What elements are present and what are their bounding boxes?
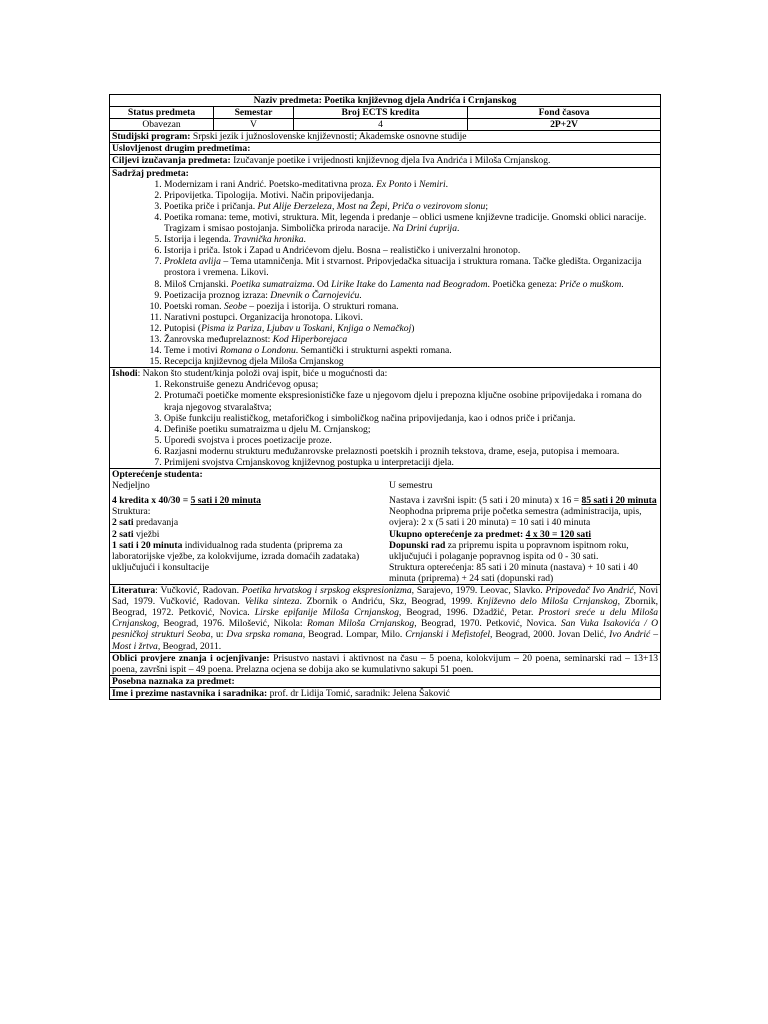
workload-weekly bbox=[112, 480, 389, 584]
course-title: Poetika književnog djela Andrića i Crnjanskog bbox=[324, 95, 517, 106]
literature-segment: : Vučković, Radovan. bbox=[155, 585, 242, 597]
literature-title: Prostori sreće u delu Miloša Crnjanskog bbox=[112, 607, 659, 630]
semester-preparation: Neophodna priprema prije početka semestra (administracija, upis, ovjera): 2 x (5 sati i 20 minuta) = 10 sati i 40 minuta bbox=[389, 506, 642, 529]
content-item-text: Pisma iz Pariza, Ljubav u Toskani, Knjiga o Nemačkoj bbox=[201, 322, 412, 334]
staff-cell bbox=[110, 687, 661, 699]
content-item-text: Žanrovska međuprelaznost: bbox=[164, 333, 273, 345]
content-item-text: Seobe bbox=[223, 300, 247, 312]
literature-segment: , Beograd. Lompar, Milo. bbox=[302, 629, 406, 641]
content-item bbox=[164, 312, 658, 323]
literature-title: Dva srpska romana bbox=[226, 629, 303, 641]
outcomes-label: Ishodi bbox=[112, 368, 138, 380]
ects-value: 4 bbox=[294, 119, 468, 131]
weekly-credits bbox=[112, 495, 381, 506]
course-title-label: Naziv predmeta: bbox=[253, 95, 322, 106]
program-row bbox=[110, 131, 661, 143]
outcome-item: 4. Definiše poetiku sumatraizma u djelu M. Crnjanskog; bbox=[164, 424, 658, 435]
content-item-text: – Tema utamničenja. Mit i stvarnost. Pripovjedačka situacija i struktura romana. Tačke gledišta. Organizacija prostora i vremena. Likovi. bbox=[164, 256, 642, 279]
weekly-credits-formula: 4 kredita x 40/30 = bbox=[112, 495, 191, 507]
study-program-label: Studijski program: bbox=[112, 131, 191, 143]
content-item bbox=[164, 334, 658, 345]
outcomes-row bbox=[110, 368, 661, 469]
content-item bbox=[164, 345, 658, 356]
status-header: Status predmeta bbox=[110, 107, 214, 119]
literature-title: Poetika hrvatskog i srpskog ekspresionizma bbox=[241, 585, 412, 597]
content-item-text: . Poetička geneza: bbox=[487, 278, 560, 290]
content-item-text: Poetika priče i pričanja. bbox=[164, 200, 258, 212]
content-item-text: Istorija i priča. Istok i Zapad u Andrićevom djelu. Bosna – realističko i univerzalni hronotop. bbox=[164, 245, 521, 257]
literature-title: San Vuka Isakovića / O pesničkoj strukturi Seoba bbox=[112, 618, 659, 641]
content-item-text: i bbox=[411, 178, 419, 190]
hours-value: 2P+2V bbox=[468, 119, 661, 131]
workload-semester bbox=[389, 480, 658, 584]
content-item-text: Nemiri bbox=[418, 178, 446, 190]
lectures-text: predavanja bbox=[133, 517, 179, 529]
content-item-text: Lamenta nad Beogradom bbox=[390, 278, 488, 290]
content-item bbox=[164, 245, 658, 256]
teaching-total: 85 sati i 20 minuta bbox=[581, 495, 657, 507]
workload-columns bbox=[112, 480, 658, 584]
content-item-text: Lirike Itake bbox=[331, 278, 376, 290]
content-item bbox=[164, 279, 658, 290]
content-item-text: ; bbox=[485, 200, 489, 212]
literature-title: Ivo Andrić – Most i žrtva bbox=[112, 629, 659, 652]
weekly-title: Nedjeljno bbox=[112, 480, 150, 492]
content-item-text: Poetizacija proznog izraza: bbox=[164, 289, 271, 301]
content-item-text: Priče o muškom bbox=[559, 278, 622, 290]
prereq-row bbox=[110, 143, 661, 155]
content-item-text: ) bbox=[411, 322, 415, 334]
content-item-text: Teme i motivi bbox=[164, 345, 221, 357]
extra-text: za pripremu ispita u popravnom ispitnom roku, uključujući i polaganje popravnog ispita od 0 - 30 sati. bbox=[389, 539, 629, 562]
literature-label: Literatura bbox=[112, 585, 156, 597]
note-row bbox=[110, 675, 661, 687]
content-item-text: Poetika sumatraizma bbox=[230, 278, 313, 290]
literature-title: Velika sinteza bbox=[244, 596, 300, 608]
content-item-text: Ex Ponto bbox=[376, 178, 412, 190]
content-item bbox=[164, 356, 658, 367]
goals-label: Ciljevi izučavanja predmeta: bbox=[112, 155, 231, 167]
course-syllabus bbox=[109, 94, 660, 700]
prerequisites-label: Uslovljenost drugim predmetima: bbox=[112, 143, 251, 155]
content-item-text: . bbox=[457, 223, 460, 235]
content-item-text: Romana o Londonu bbox=[220, 345, 296, 357]
syllabus-table bbox=[109, 94, 661, 700]
total-label: Ukupno opterećenje za predmet: bbox=[389, 528, 526, 540]
content-item bbox=[164, 201, 658, 212]
literature-segment: , Beograd, 1996. Džadžić, Petar. bbox=[398, 607, 539, 619]
content-item-text: Travnička hronika bbox=[233, 234, 304, 246]
outcome-item: 5. Uporedi svojstva i proces poetizacije proze. bbox=[164, 435, 658, 446]
content-item-text: . bbox=[621, 278, 624, 290]
outcomes-intro-line bbox=[112, 368, 658, 379]
staff-label: Ime i prezime nastavnika i saradnika: bbox=[112, 687, 268, 699]
literature-title: Crnjanski i Mefistofel bbox=[405, 629, 491, 641]
total-value: 4 x 30 = 120 sati bbox=[525, 528, 592, 540]
literature-segment: , Beograd, 2011. bbox=[157, 640, 222, 652]
content-item-text: Kod Hiperboreja​ca bbox=[272, 333, 348, 345]
semester-structure: Struktura opterećenja: 85 sati i 20 minuta (nastava) + 10 sati i 40 minuta (priprema) + 24 sati (dopunski rad) bbox=[389, 561, 638, 584]
literature-segment: , Beograd, 1970. Petković, Novica. bbox=[414, 618, 561, 630]
outcome-item: 2. Protumači poetičke momente ekspresionističke faze u njegovom djelu i prepozna ključne osobine pripovijedaka i romana do kraja njegovog stvaralaštva; bbox=[164, 390, 658, 412]
goals-cell bbox=[110, 155, 661, 167]
info-value-row bbox=[110, 119, 661, 131]
course-title-cell bbox=[110, 95, 661, 107]
literature-cell bbox=[110, 585, 661, 653]
semester-teaching bbox=[389, 495, 658, 506]
weekly-structure: Struktura: bbox=[112, 506, 151, 518]
info-header-row bbox=[110, 107, 661, 119]
semester-value: V bbox=[214, 119, 294, 131]
goals-row bbox=[110, 155, 661, 167]
content-item-text: Poetika romana: teme, motivi, struktura. Mit, legenda i predanje – oblici usmene književne tradicije. Gnomski oblici naracije. Tragizam i smisao postojanja. Simbolička priroda naracije. bbox=[164, 211, 647, 235]
content-item bbox=[164, 212, 658, 234]
prerequisites-cell bbox=[110, 143, 661, 155]
literature-text bbox=[112, 585, 658, 651]
literature-title: Lirske epifanije Miloša Crnjanskog bbox=[254, 607, 399, 619]
staff-row bbox=[110, 687, 661, 699]
weekly-individual bbox=[112, 540, 381, 573]
literature-segment: , Novi Sad, 1979. Vučković, Radovan. bbox=[112, 585, 659, 608]
content-cell bbox=[110, 167, 661, 368]
content-item-text: – poezija i istorija. O strukturi romana. bbox=[246, 300, 399, 312]
outcome-item: 7. Primijeni svojstva Crnjanskovog književnog postupka u interpretaciji djela. bbox=[164, 457, 658, 468]
hours-header: Fond časova bbox=[468, 107, 661, 119]
content-item-text: Prokleta avlija bbox=[164, 256, 221, 268]
content-item-text: . Od bbox=[312, 278, 332, 290]
outcomes-cell bbox=[110, 368, 661, 469]
content-item-text: Put Alije Đerzeleza, Most na Žepi, Priča o vezirovom slonu bbox=[257, 200, 486, 212]
individual-hours: 1 sati i 20 minuta bbox=[112, 539, 183, 551]
extra-label: Dopunski rad bbox=[389, 539, 446, 551]
content-item-text: . bbox=[445, 178, 449, 190]
exercises-hours: 2 sati bbox=[112, 528, 134, 540]
weekly-lectures bbox=[112, 517, 381, 528]
outcome-item: 6. Razjasni modernu strukturu međužanrovske prelaznosti poetskih i proznih tekstova, drame, eseja, putopisa i memoara. bbox=[164, 446, 658, 457]
workload-label: Opterećenje studenta: bbox=[112, 469, 203, 481]
literature-segment: . Zbornik o Andriću, Skz, Beograd, 1999. bbox=[299, 596, 478, 608]
semester-title: U semestru bbox=[389, 480, 433, 492]
content-item-text: . bbox=[303, 234, 306, 246]
outcomes-list bbox=[112, 379, 658, 468]
note-label: Posebna naznaka za predmet: bbox=[112, 675, 235, 687]
assessment-label: Oblici provjere znanja i ocjenjivanje: bbox=[112, 652, 270, 664]
content-item bbox=[164, 301, 658, 312]
content-item bbox=[164, 256, 658, 278]
status-value: Obavezan bbox=[110, 119, 214, 131]
content-item-text: Dnevnik o Čarnojeviću bbox=[270, 289, 360, 301]
content-item-text: . Semantički i strukturni aspekti romana. bbox=[295, 345, 452, 357]
literature-segment: , Beograd, 2000. Jovan Delić, bbox=[490, 629, 610, 641]
content-item bbox=[164, 190, 658, 201]
literature-segment: , Beograd, 1976. Milošević, Nikola: bbox=[156, 618, 307, 630]
content-item-text: Recepcija književnog djela Miloša Crnjanskog bbox=[164, 356, 344, 368]
workload-row bbox=[110, 469, 661, 585]
content-list bbox=[112, 179, 658, 368]
semester-total bbox=[389, 529, 658, 540]
individual-text: individualnog rada studenta (priprema za laboratorijske vježbe, za kolokvijume, izrada domaćih zadataka) uključujući i konsultacije bbox=[112, 539, 360, 573]
literature-segment: , Sarajevo, 1979. Leovac, Slavko. bbox=[411, 585, 546, 597]
content-row bbox=[110, 167, 661, 368]
outcomes-intro: : Nakon što student/kinja položi ovaj ispit, biće u mogućnosti da: bbox=[137, 368, 388, 380]
content-item-text: Na Drini ćuprija bbox=[392, 223, 458, 235]
content-item-text: do bbox=[375, 278, 390, 290]
weekly-exercises bbox=[112, 529, 381, 540]
content-item-text: . bbox=[359, 289, 362, 301]
literature-title: Pripovedač Ivo Andrić bbox=[545, 585, 634, 597]
exercises-text: vježbi bbox=[133, 528, 160, 540]
content-item bbox=[164, 323, 658, 334]
workload-cell bbox=[110, 469, 661, 585]
content-item-text: Istorija i legenda. bbox=[164, 234, 234, 246]
study-program-value: Srpski jezik i južnoslovenske književnosti; Akademske osnovne studije bbox=[192, 131, 467, 143]
study-program-cell bbox=[110, 131, 661, 143]
outcome-item: 1. Rekonstruiše genezu Andrićevog opusa; bbox=[164, 379, 658, 390]
weekly-credits-total: 5 sati i 20 minuta bbox=[190, 495, 261, 507]
content-item-text: Poetski roman. bbox=[164, 300, 224, 312]
literature-segment: , u: bbox=[210, 629, 227, 641]
content-item-text: Miloš Crnjanski. bbox=[164, 278, 231, 290]
assessment-value: Prisustvo nastavi i aktivnost na času – 5 poena, kolokvijum – 20 poena, seminarski rad – 13+13 poena, završni ispit – 49 poena. Prelazna ocjena se dobija ako se kumulativno sakupi 51 poen. bbox=[112, 652, 659, 675]
semester-extra bbox=[389, 540, 658, 562]
content-item bbox=[164, 179, 658, 190]
lectures-hours: 2 sati bbox=[112, 517, 134, 529]
assessment-row bbox=[110, 652, 661, 675]
teaching-formula: Nastava i završni ispit: (5 sati i 20 minuta) x 16 = bbox=[389, 495, 582, 507]
semester-header: Semestar bbox=[214, 107, 294, 119]
staff-value: prof. dr Lidija Tomić, saradnik: Jelena Šaković bbox=[267, 687, 450, 699]
content-item-text: Narativni postupci. Organizacija hronotopa. Likovi. bbox=[164, 311, 363, 323]
literature-title: Književno delo Miloša Crnjanskog bbox=[477, 596, 618, 608]
content-item bbox=[164, 234, 658, 245]
content-item bbox=[164, 290, 658, 301]
content-label: Sadržaj predmeta: bbox=[112, 167, 189, 179]
title-row bbox=[110, 95, 661, 107]
literature-row bbox=[110, 585, 661, 653]
goals-value: Izučavanje poetike i vrijednosti književnog djela Iva Andrića i Miloša Crnjanskog. bbox=[233, 155, 551, 167]
assessment-cell bbox=[110, 652, 661, 675]
note-cell bbox=[110, 675, 661, 687]
outcome-item: 3. Opiše funkciju realističkog, metaforičkog i simboličkog načina pripovijedanja, kao i odnos priče i pričanja. bbox=[164, 413, 658, 424]
literature-title: Roman Miloša Crnjanskog bbox=[306, 618, 415, 630]
literature-segment: , Zbornik, Beograd, 1972. Petković, Novica. bbox=[112, 596, 659, 619]
content-item-text: Modernizam i rani Andrić. Poetsko-meditativna proza. bbox=[164, 178, 377, 190]
content-item-text: Pripovijetka. Tipologija. Motivi. Način pripovijedanja. bbox=[164, 189, 374, 201]
ects-header: Broj ECTS kredita bbox=[294, 107, 468, 119]
content-item-text: Putopisi ( bbox=[164, 322, 202, 334]
